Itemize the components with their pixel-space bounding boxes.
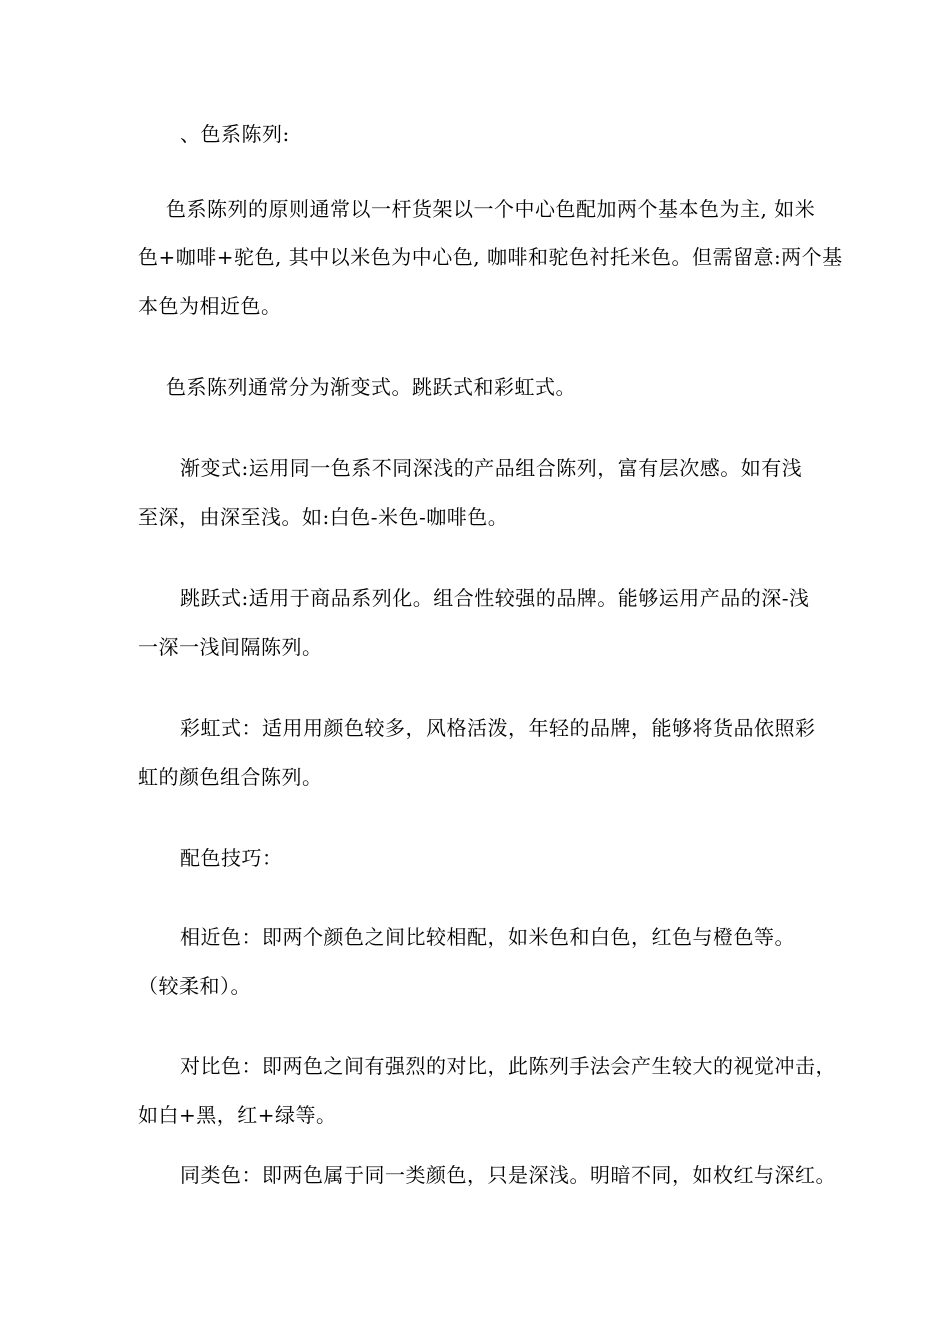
paragraph-line: 色系陈列的原则通常以一杆货架以一个中心色配加两个基本色为主, 如米 (166, 197, 816, 221)
paragraph-line: 一深一浅间隔陈列。 (138, 635, 323, 659)
paragraph-line: 配色技巧： (180, 846, 283, 870)
paragraph-line: 彩虹式：适用用颜色较多，风格活泼，年轻的品牌，能够将货品依照彩 (180, 716, 816, 740)
paragraph-line: 相近色：即两个颜色之间比较相配，如米色和白色，红色与橙色等。 (180, 925, 795, 949)
section-heading: 、色系陈列: (180, 122, 290, 146)
paragraph-line: 如白+黑，红+绿等。 (138, 1103, 337, 1127)
paragraph-line: 跳跃式:适用于商品系列化。组合性较强的品牌。能够运用产品的深-浅 (180, 586, 810, 610)
paragraph-line: 本色为相近色。 (138, 294, 282, 318)
paragraph-line: 渐变式:运用同一色系不同深浅的产品组合陈列，富有层次感。如有浅 (180, 456, 803, 480)
paragraph-line: 色系陈列通常分为渐变式。跳跃式和彩虹式。 (166, 375, 576, 399)
paragraph-line: （较柔和）。 (138, 974, 251, 998)
paragraph-line: 对比色：即两色之间有强烈的对比，此陈列手法会产生较大的视觉冲击， (180, 1054, 836, 1078)
paragraph-line: 同类色：即两色属于同一类颜色，只是深浅。明暗不同，如枚红与深红。 (180, 1163, 836, 1187)
paragraph-line: 色+咖啡+驼色, 其中以米色为中心色, 咖啡和驼色衬托米色。但需留意:两个基 (138, 245, 843, 269)
paragraph-line: 虹的颜色组合陈列。 (138, 765, 323, 789)
paragraph-line: 至深，由深至浅。如:白色-米色-咖啡色。 (138, 505, 509, 529)
